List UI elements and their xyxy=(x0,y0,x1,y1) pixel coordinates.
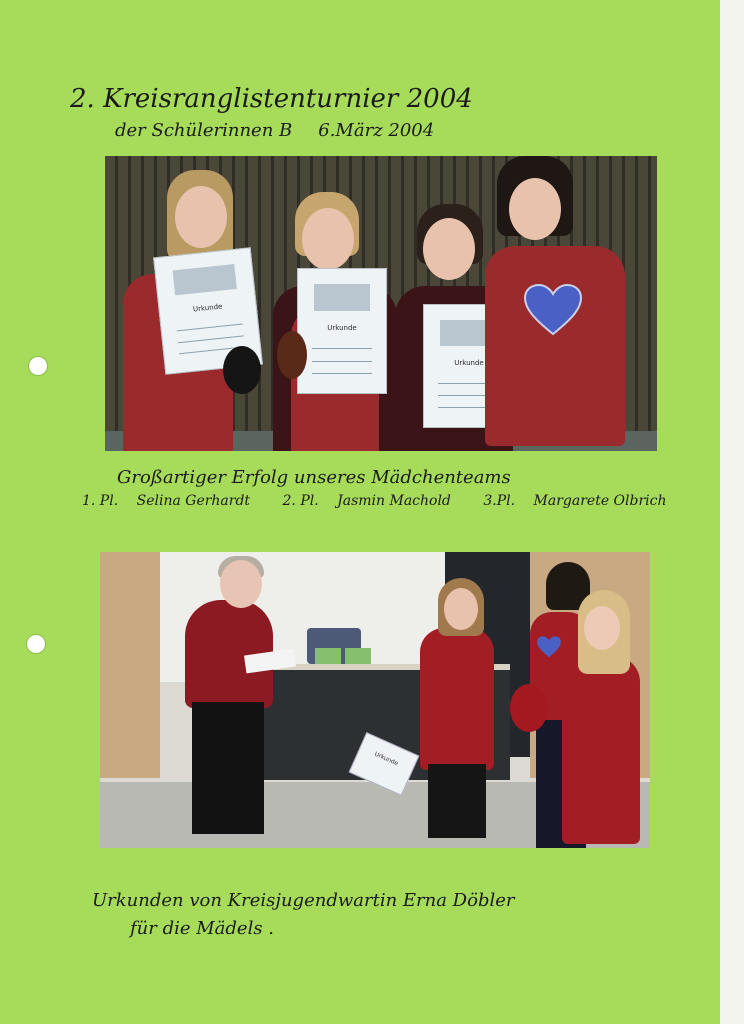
punch-hole xyxy=(28,356,48,376)
placements-list xyxy=(82,493,692,509)
girl-face xyxy=(423,218,475,280)
girl-face xyxy=(175,186,227,248)
certificate: Urkunde xyxy=(423,304,515,428)
placement-1: 1. Pl. Selina Gerhardt xyxy=(82,493,251,509)
girl-leggings xyxy=(428,764,486,838)
girl-face xyxy=(302,208,354,270)
photo-presentation xyxy=(100,552,650,848)
certificate: Urkunde xyxy=(153,247,263,375)
paddle xyxy=(510,684,548,732)
wooden-panel xyxy=(100,552,160,778)
photo-winners xyxy=(105,156,657,451)
page-subtitle xyxy=(115,120,434,141)
paddle xyxy=(277,331,307,379)
certificate: Urkunde xyxy=(349,732,420,796)
subtitle-date: 6.März 2004 xyxy=(318,120,435,141)
girl-dress xyxy=(420,628,494,770)
girl-shirt xyxy=(485,246,625,446)
woman-face xyxy=(220,560,262,608)
heart-icon xyxy=(523,284,583,336)
caption-success: Großartiger Erfolg unseres Mädchenteams xyxy=(117,467,511,488)
girl-dress xyxy=(562,656,640,844)
page-edge xyxy=(720,0,744,1024)
subtitle-group: der Schülerinnen B xyxy=(115,120,293,141)
heart-icon xyxy=(536,636,562,658)
certificate: Urkunde xyxy=(297,268,387,394)
placement-3: 3.Pl. Margarete Olbrich xyxy=(483,493,667,509)
caption-certificates-line2: für die Mädels . xyxy=(130,918,275,939)
girl-face xyxy=(444,588,478,630)
girl-face xyxy=(509,178,561,240)
punch-hole xyxy=(26,634,46,654)
woman-pants xyxy=(192,702,264,834)
page-title: 2. Kreisranglistenturnier 2004 xyxy=(70,84,473,114)
placement-2: 2. Pl. Jasmin Machold xyxy=(282,493,451,509)
girl-face xyxy=(584,606,620,650)
caption-certificates: Urkunden von Kreisjugendwartin Erna Döbler xyxy=(92,890,515,911)
paddle xyxy=(223,346,261,394)
